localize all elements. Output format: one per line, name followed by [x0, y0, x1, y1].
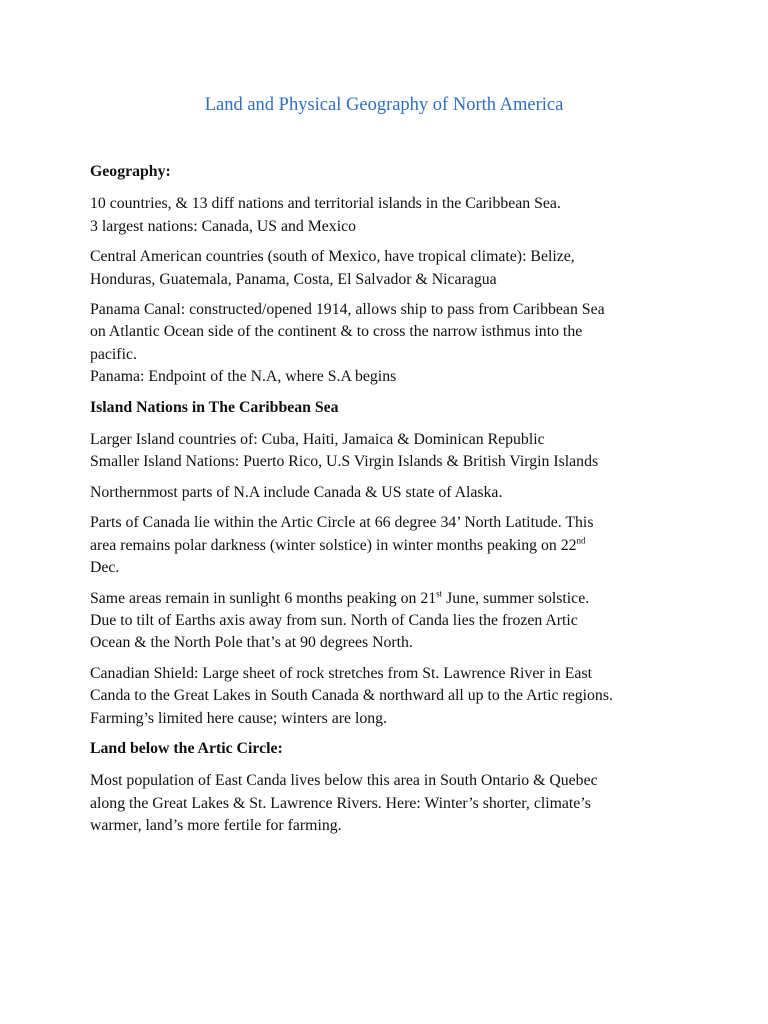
paragraph-sunlight: [90, 588, 690, 655]
text-line: Northernmost parts of N.A include Canada & US state of Alaska.: [90, 483, 503, 501]
text-line: Panama: Endpoint of the N.A, where S.A begins: [90, 368, 397, 386]
text-fragment: June, summer solstice.: [442, 589, 590, 607]
island-nations-heading: Island Nations in The Caribbean Sea: [90, 398, 339, 416]
text-line: Dec.: [90, 559, 120, 577]
text-fragment: Same areas remain in sunlight 6 months peaking on 21: [90, 589, 437, 607]
document-body: [90, 161, 690, 846]
text-line: along the Great Lakes & St. Lawrence Rivers. Here: Winter’s shorter, climate’s: [90, 794, 591, 812]
text-line: Canda to the Great Lakes in South Canada & northward all up to the Artic regions.: [90, 687, 613, 705]
text-line: Ocean & the North Pole that’s at 90 degrees North.: [90, 634, 413, 652]
text-line: 10 countries, & 13 diff nations and territorial islands in the Caribbean Sea.: [90, 195, 561, 213]
paragraph-central-america: [90, 246, 690, 291]
text-line: [90, 588, 690, 610]
text-line: Farming’s limited here cause; winters are long.: [90, 709, 387, 727]
text-fragment: area remains polar darkness (winter solstice) in winter months peaking on 22: [90, 536, 577, 554]
paragraph-northernmost: [90, 482, 690, 504]
paragraph-canadian-shield: [90, 663, 690, 730]
text-line: 3 largest nations: Canada, US and Mexico: [90, 217, 357, 235]
paragraph-island-countries: [90, 429, 690, 474]
document-title: Land and Physical Geography of North America: [204, 95, 564, 115]
paragraph-panama-canal: [90, 299, 690, 389]
text-line: Central American countries (south of Mexico, have tropical climate): Belize,: [90, 248, 575, 266]
text-line: Panama Canal: constructed/opened 1914, allows ship to pass from Caribbean Sea: [90, 301, 605, 319]
paragraph-artic-circle: [90, 512, 690, 579]
text-line: [90, 535, 690, 557]
text-line: Parts of Canada lie within the Artic Circle at 66 degree 34’ North Latitude. This: [90, 514, 594, 532]
paragraph-east-canada: [90, 770, 690, 837]
text-line: on Atlantic Ocean side of the continent & to cross the narrow isthmus into the: [90, 323, 583, 341]
ordinal-suffix: nd: [576, 535, 586, 546]
text-line: Smaller Island Nations: Puerto Rico, U.S Virgin Islands & British Virgin Islands: [90, 453, 599, 471]
text-line: pacific.: [90, 345, 137, 363]
text-line: Most population of East Canda lives below this area in South Ontario & Quebec: [90, 772, 598, 790]
text-line: Larger Island countries of: Cuba, Haiti, Jamaica & Dominican Republic: [90, 431, 545, 449]
text-line: Honduras, Guatemala, Panama, Costa, El Salvador & Nicaragua: [90, 270, 497, 288]
ordinal-suffix: st: [436, 588, 443, 599]
text-line: warmer, land’s more fertile for farming.: [90, 817, 342, 835]
paragraph-countries: [90, 193, 690, 238]
land-below-heading: Land below the Artic Circle:: [90, 739, 283, 757]
geography-heading: Geography:: [90, 163, 171, 180]
text-line: Due to tilt of Earths axis away from sun. North of Canda lies the frozen Artic: [90, 611, 578, 629]
text-line: Canadian Shield: Large sheet of rock stretches from St. Lawrence River in East: [90, 664, 592, 682]
